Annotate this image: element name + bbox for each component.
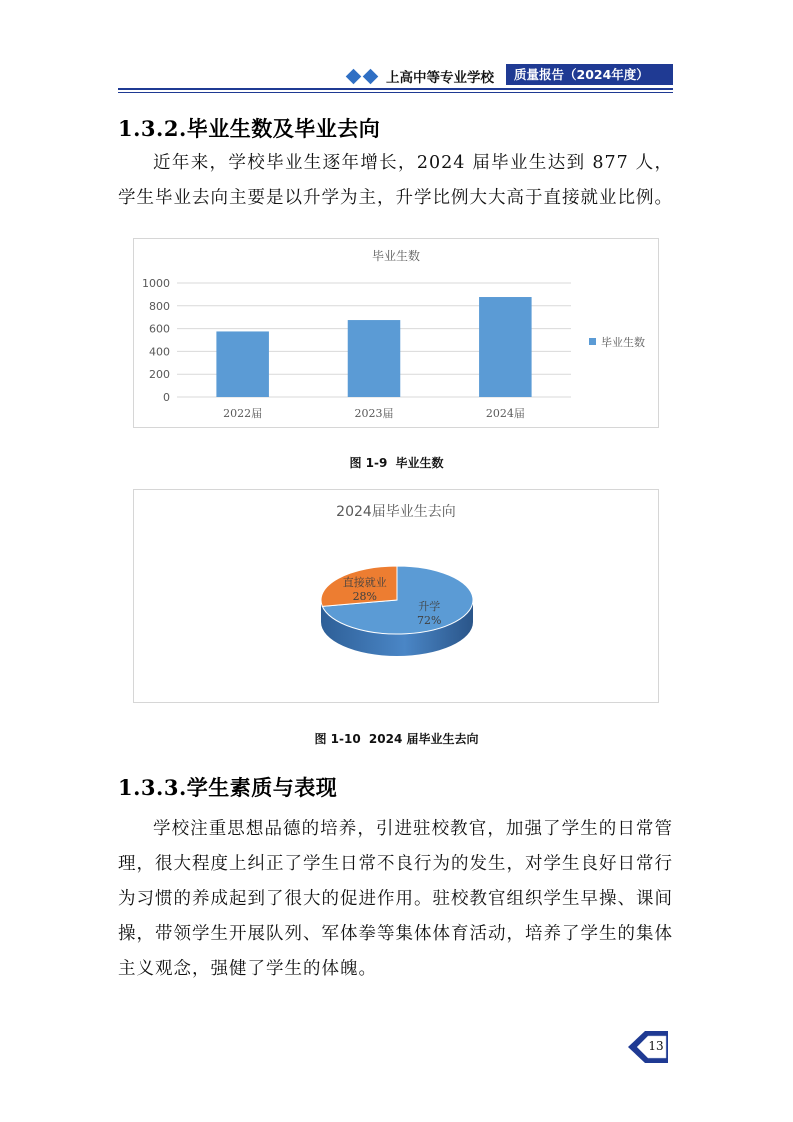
pie-chart: [134, 490, 658, 702]
section-paragraph-quality: 学校注重思想品德的培养，引进驻校教官，加强了学生的日常管理，很大程度上纠正了学生日常不良行为的发生，对学生良好日常行为习惯的养成起到了很大的促进作用。驻校教官组织学生早操、课间操，带领学生开展队列、军体拳等集体体育活动，培养了学生的集体主义观念，强健了学生的体魄。: [118, 819, 673, 979]
y-tick-label: 1000: [142, 277, 170, 290]
y-tick-label: 400: [149, 345, 170, 359]
section-heading-graduates: 1.3.2.毕业生数及毕业去向: [118, 116, 381, 141]
bar-chart-frame: [133, 238, 659, 428]
bar: [348, 320, 401, 397]
figure-caption-prefix: 图 1-10: [314, 732, 361, 746]
pie-slice-label: 升学: [418, 599, 441, 613]
pie-slice-percent: 72%: [416, 613, 442, 627]
bar: [216, 331, 269, 397]
x-tick-label: 2023届: [354, 407, 394, 420]
header-school-name: 上高中等专业学校: [386, 70, 494, 86]
page-header: [118, 62, 673, 94]
legend-label: 毕业生数: [601, 336, 645, 349]
figure-caption-bar: [0, 454, 793, 471]
diamond-icon: [346, 69, 362, 85]
x-tick-label: 2024届: [485, 407, 525, 420]
header-diamond-icons: [346, 69, 380, 83]
section-heading-quality: 1.3.3.学生素质与表现: [118, 775, 338, 800]
legend-swatch: [589, 338, 596, 345]
figure-caption-prefix: 图 1-9: [349, 456, 388, 470]
header-report-title: 质量报告（2024年度）: [506, 64, 673, 85]
section-paragraph-graduates: 近年来，学校毕业生逐年增长，2024 届毕业生达到 877 人，学生毕业去向主要是以升学为主，升学比例大大高于直接就业比例。: [118, 153, 673, 208]
pie-chart-frame: [133, 489, 659, 703]
figure-caption-pie: [0, 730, 793, 747]
chart-title: 毕业生数: [371, 249, 421, 263]
y-tick-label: 200: [149, 368, 170, 382]
x-tick-label: 2022届: [223, 407, 263, 420]
y-tick-label: 600: [149, 322, 170, 336]
bar: [479, 297, 532, 397]
diamond-icon: [363, 69, 379, 85]
pie-slice-percent: 28%: [352, 590, 378, 604]
y-tick-label: 800: [149, 299, 170, 313]
page-number: 13: [648, 1039, 664, 1053]
bar-chart: [134, 239, 658, 427]
page-number-badge: [628, 1030, 668, 1064]
figure-caption-text: 毕业生数: [395, 456, 444, 470]
header-rule-thin: [118, 92, 673, 93]
y-tick-label: 0: [163, 391, 170, 404]
pie-slice-label: 直接就业: [342, 576, 387, 590]
header-rule: [118, 88, 673, 90]
chart-title: 2024届毕业生去向: [336, 504, 456, 520]
figure-caption-text: 2024 届毕业生去向: [368, 732, 479, 746]
